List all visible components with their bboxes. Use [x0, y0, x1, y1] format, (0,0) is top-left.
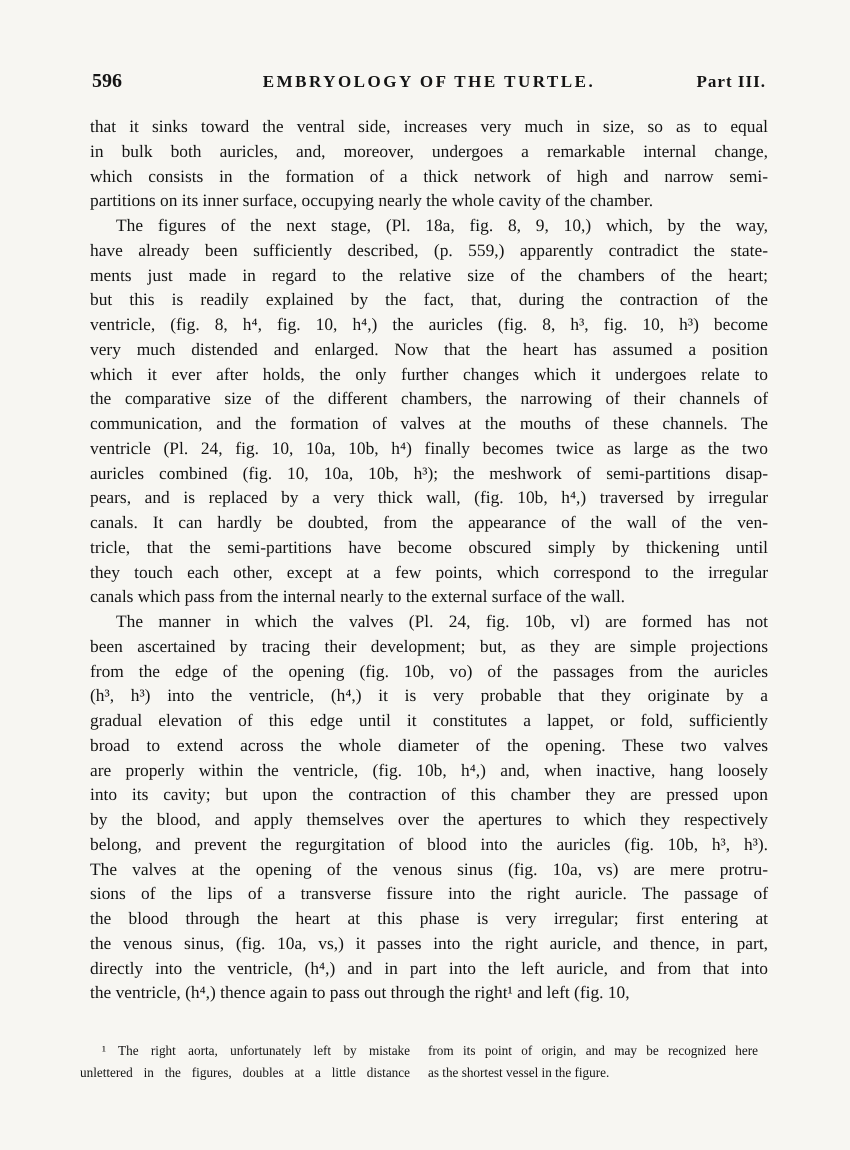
text-line: ventricle, (fig. 8, h⁴, fig. 10, h⁴,) the auricles (fig. 8, h³, fig. 10, h³) become	[90, 314, 768, 334]
text-line: the blood through the heart at this phase is very irregular; first entering at	[90, 908, 768, 928]
text-line: The figures of the next stage, (Pl. 18a, fig. 8, 9, 10,) which, by the way,	[116, 215, 768, 235]
text-line: which consists in the formation of a thick network of high and narrow semi-	[90, 165, 768, 186]
footnote-line: as the shortest vessel in the figure.	[428, 1065, 610, 1080]
text-line: ments just made in regard to the relative size of the chambers of the heart;	[90, 264, 768, 285]
footnote-left-column	[80, 1040, 410, 1084]
text-line: into its cavity; but upon the contraction of this chamber they are pressed upon	[90, 784, 768, 805]
text-line: tricle, that the semi-partitions have become obscured simply by thickening until	[90, 536, 768, 557]
text-line: in bulk both auricles, and, moreover, undergoes a remarkable internal change,	[90, 140, 768, 161]
footnote-right-column	[428, 1040, 758, 1084]
text-line: directly into the ventricle, (h⁴,) and in part into the left auricle, and from that into	[90, 957, 768, 978]
running-title: EMBRYOLOGY OF THE TURTLE.	[262, 72, 596, 91]
text-line: auricles combined (fig. 10, 10a, 10b, h³); the meshwork of semi-partitions disap-	[90, 462, 768, 483]
page-number: 596	[92, 70, 122, 92]
text-line: canals which pass from the internal nearly to the external surface of the wall.	[90, 586, 626, 607]
text-line: have already been sufficiently described, (p. 559,) apparently contradict the state-	[90, 239, 768, 260]
text-line: ventricle (Pl. 24, fig. 10, 10a, 10b, h⁴) finally becomes twice as large as the two	[90, 437, 768, 458]
text-line: broad to extend across the whole diameter of the opening. These two valves	[90, 734, 768, 755]
text-line: sions of the lips of a transverse fissure into the right auricle. The passage of	[90, 883, 768, 904]
text-line: pears, and is replaced by a very thick wall, (fig. 10b, h⁴,) traversed by irregular	[90, 487, 768, 508]
text-line: the ventricle, (h⁴,) thence again to pass out through the right¹ and left (fig. 10,	[90, 982, 630, 1003]
text-line: but this is readily explained by the fact, that, during the contraction of the	[90, 289, 768, 310]
footnote-line: ¹ The right aorta, unfortunately left by mistake	[102, 1043, 410, 1058]
text-line: the comparative size of the different chambers, the narrowing of their channels of	[90, 388, 768, 409]
text-line: The manner in which the valves (Pl. 24, fig. 10b, vl) are formed has not	[116, 611, 768, 631]
footnote-line: from its point of origin, and may be recognized here	[428, 1043, 758, 1058]
text-line: communication, and the formation of valves at the mouths of these channels. The	[90, 413, 768, 433]
text-line: canals. It can hardly be doubted, from the appearance of the wall of the ven-	[90, 512, 768, 532]
text-line: partitions on its inner surface, occupying nearly the whole cavity of the chamber.	[90, 190, 654, 211]
text-line: The valves at the opening of the venous sinus (fig. 10a, vs) are mere protru-	[90, 858, 768, 879]
text-line: very much distended and enlarged. Now that the heart has assumed a position	[90, 338, 768, 359]
text-line: gradual elevation of this edge until it constitutes a lappet, or fold, sufficiently	[90, 710, 768, 730]
footnote-line: unlettered in the figures, doubles at a little distance	[80, 1065, 410, 1080]
text-line: the venous sinus, (fig. 10a, vs,) it passes into the right auricle, and thence, in part,	[90, 932, 768, 953]
text-line: are properly within the ventricle, (fig. 10b, h⁴,) and, when inactive, hang loosely	[90, 759, 768, 780]
text-line: they touch each other, except at a few points, which correspond to the irregular	[90, 561, 768, 582]
text-line: by the blood, and apply themselves over the apertures to which they respectively	[90, 809, 768, 829]
text-line: belong, and prevent the regurgitation of blood into the auricles (fig. 10b, h³, h³).	[90, 833, 768, 854]
body-text	[90, 114, 768, 1005]
part-label: Part III.	[696, 72, 766, 91]
text-line: been ascertained by tracing their development; but, as they are simple projections	[90, 635, 768, 656]
text-line: from the edge of the opening (fig. 10b, vo) of the passages from the auricles	[90, 660, 768, 681]
text-line: which it ever after holds, the only further changes which it undergoes relate to	[90, 363, 768, 384]
running-header	[92, 70, 766, 100]
text-line: that it sinks toward the ventral side, increases very much in size, so as to equal	[90, 116, 768, 136]
text-line: (h³, h³) into the ventricle, (h⁴,) it is very probable that they originate by a	[90, 685, 768, 706]
